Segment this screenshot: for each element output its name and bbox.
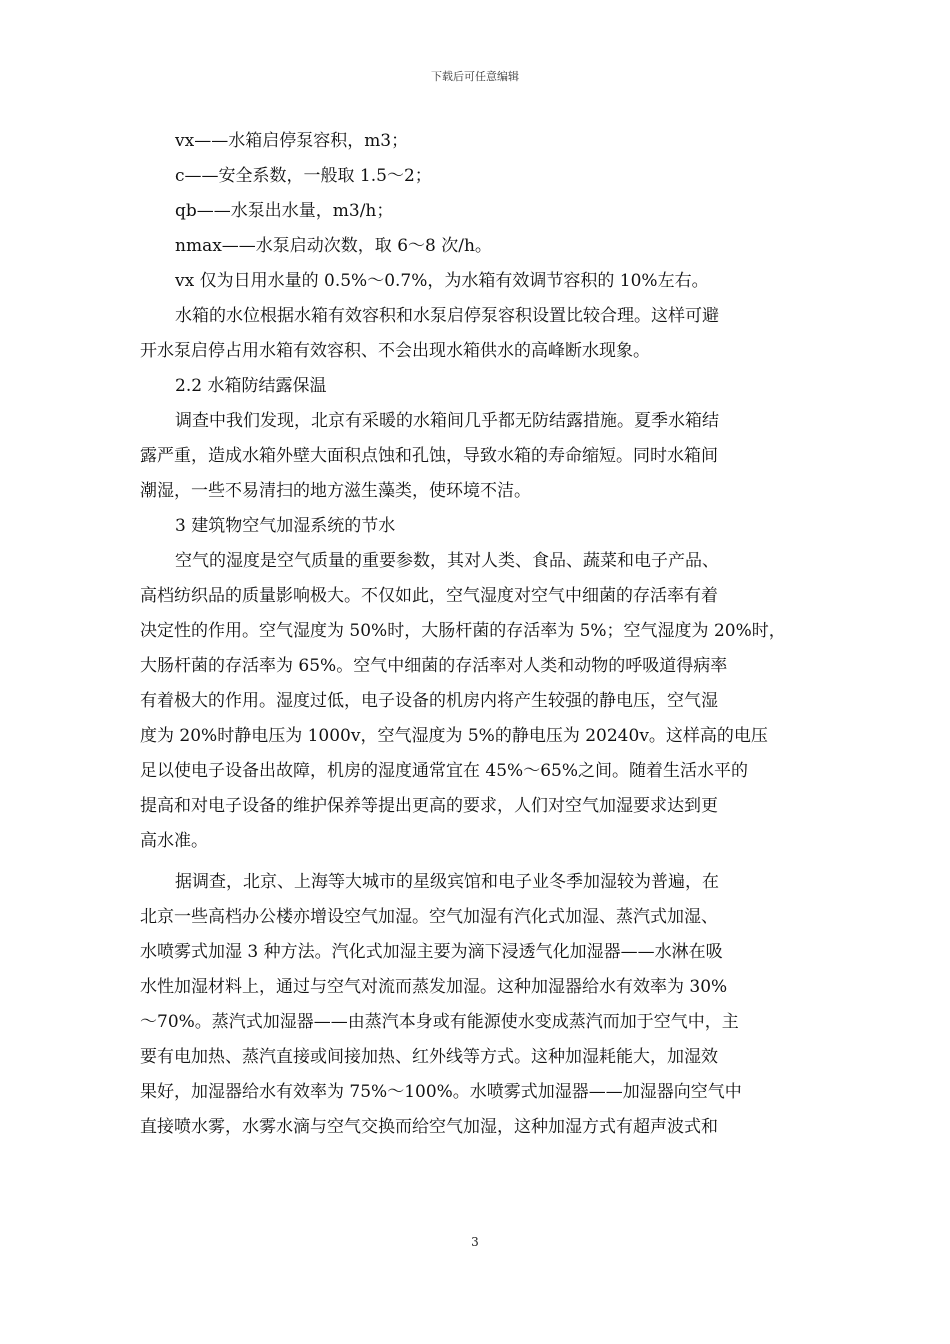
text-line: 水箱的水位根据水箱有效容积和水泵启停泵容积设置比较合理。这样可避 (175, 306, 719, 326)
page-header: 下载后可任意编辑 (431, 70, 519, 83)
text-line: 水性加湿材料上，通过与空气对流而蒸发加湿。这种加湿器给水有效率为 30% (140, 977, 728, 997)
text-line: 决定性的作用。空气湿度为 50%时，大肠杆菌的存活率为 5%；空气湿度为 20%时， (140, 621, 786, 641)
text-line: 提高和对电子设备的维护保养等提出更高的要求，人们对空气加湿要求达到更 (140, 796, 718, 816)
text-line: 露严重，造成水箱外壁大面积点蚀和孔蚀，导致水箱的寿命缩短。同时水箱间 (140, 446, 718, 466)
text-line: 高档纺织品的质量影响极大。不仅如此，空气湿度对空气中细菌的存活率有着 (140, 586, 718, 606)
section-heading: 3 建筑物空气加湿系统的节水 (175, 516, 396, 536)
text-line: 北京一些高档办公楼亦增设空气加湿。空气加湿有汽化式加湿、蒸汽式加湿、 (140, 907, 718, 927)
text-line: ～70%。蒸汽式加湿器——由蒸汽本身或有能源使水变成蒸汽而加于空气中，主 (140, 1012, 739, 1032)
text-line: 水喷雾式加湿 3 种方法。汽化式加湿主要为滴下浸透气化加湿器——水淋在吸 (140, 942, 723, 962)
text-line: 度为 20%时静电压为 1000v，空气湿度为 5%的静电压为 20240v。这样高的电压 (140, 726, 768, 746)
text-line: 据调查，北京、上海等大城市的星级宾馆和电子业冬季加湿较为普遍，在 (175, 872, 719, 892)
text-line: 高水准。 (140, 831, 208, 851)
text-line: nmax——水泵启动次数，取 6～8 次/h。 (175, 236, 492, 256)
text-line: c——安全系数，一般取 1.5～2； (175, 166, 432, 186)
text-line: vx——水箱启停泵容积，m3； (175, 131, 409, 151)
text-line: 足以使电子设备出故障，机房的湿度通常宜在 45%～65%之间。随着生活水平的 (140, 761, 748, 781)
text-line: qb——水泵出水量，m3/h； (175, 201, 394, 221)
text-line: 调查中我们发现，北京有采暖的水箱间几乎都无防结露措施。夏季水箱结 (175, 411, 719, 431)
document-body (140, 124, 808, 1145)
text-line: 直接喷水雾，水雾水滴与空气交换而给空气加湿，这种加湿方式有超声波式和 (140, 1117, 718, 1137)
text-line: 有着极大的作用。湿度过低，电子设备的机房内将产生较强的静电压，空气湿 (140, 691, 718, 711)
text-line: 果好，加湿器给水有效率为 75%～100%。水喷雾式加湿器——加湿器向空气中 (140, 1082, 742, 1102)
section-heading: 2.2 水箱防结露保温 (175, 376, 327, 396)
text-line: 空气的湿度是空气质量的重要参数，其对人类、食品、蔬菜和电子产品、 (175, 551, 719, 571)
text-line: 大肠杆菌的存活率为 65%。空气中细菌的存活率对人类和动物的呼吸道得病率 (140, 656, 728, 676)
text-line: vx 仅为日用水量的 0.5%～0.7%，为水箱有效调节容积的 10%左右。 (175, 271, 709, 291)
text-line: 开水泵启停占用水箱有效容积、不会出现水箱供水的高峰断水现象。 (140, 341, 650, 361)
text-line: 潮湿，一些不易清扫的地方滋生藻类，使环境不洁。 (140, 481, 531, 501)
text-line: 要有电加热、蒸汽直接或间接加热、红外线等方式。这种加湿耗能大，加湿效 (140, 1047, 718, 1067)
page-number: 3 (471, 1235, 479, 1249)
